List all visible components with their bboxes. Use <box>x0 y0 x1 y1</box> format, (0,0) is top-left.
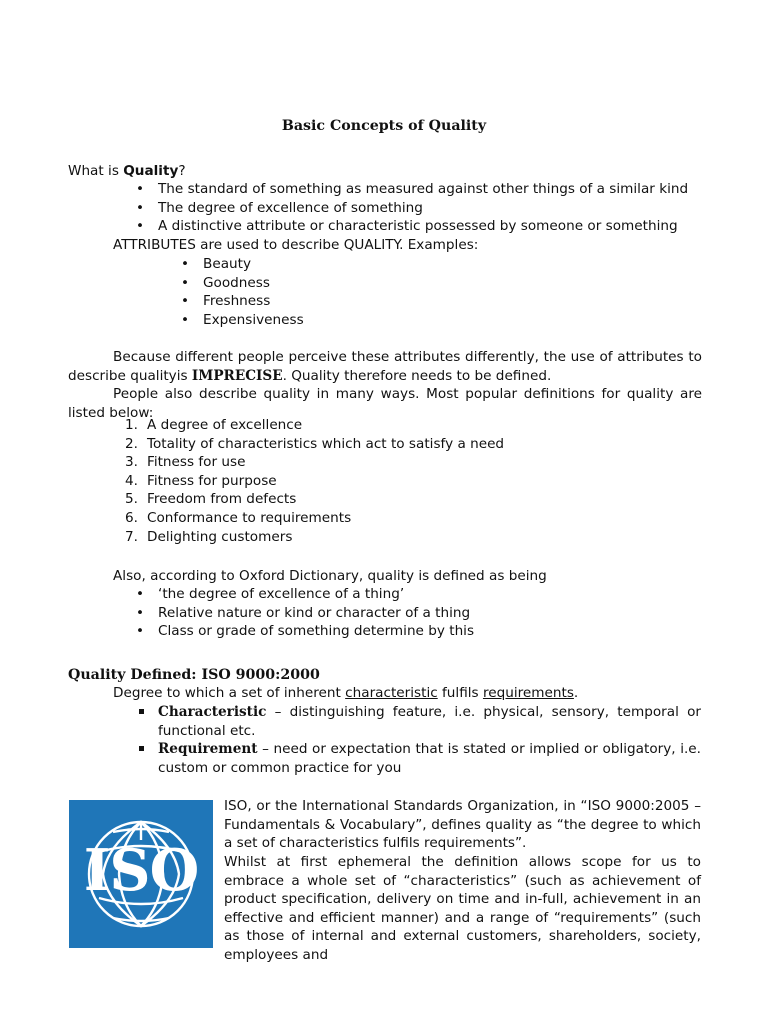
imprecise-after: . Quality therefore needs to be defined. <box>282 367 552 384</box>
item-text: Conformance to requirements <box>147 509 352 526</box>
list-item <box>125 490 707 509</box>
list-item: • Goodness <box>203 274 503 293</box>
quality-meaning-list <box>158 180 718 236</box>
iso-terms-list <box>158 703 701 777</box>
iso-definition-line <box>113 684 578 703</box>
list-item <box>125 416 707 435</box>
iso-def-mid: fulfils <box>437 685 483 701</box>
list-item: • Freshness <box>203 292 503 311</box>
item-text: Fitness for purpose <box>147 472 277 489</box>
list-item: • Beauty <box>203 255 503 274</box>
list-item: • Expensiveness <box>203 311 503 330</box>
list-item <box>158 740 701 777</box>
item-number: 5. <box>125 491 138 508</box>
characteristic-term: characteristic <box>345 685 438 701</box>
item-number: 1. <box>125 417 138 433</box>
item-number: 4. <box>125 472 138 489</box>
iso-paragraph-2: Whilst at first ephemeral the definition allows scope for us to embrace a whole set of “characteristics” (such as achievement of product specification, delivery on time and in-full, achievement in an effective and efficient manner) and a range of “requirements” (such as those of internal and external customers, shareholders, society, employees and <box>224 854 701 963</box>
item-number: 3. <box>125 454 138 471</box>
list-item <box>158 703 701 740</box>
what-is-quality-line <box>68 162 186 181</box>
list-item: • A distinctive attribute or characteristic possessed by someone or something <box>158 217 718 236</box>
item-text: Delighting customers <box>147 528 293 545</box>
term-desc: – distinguishing feature, i.e. physical, sensory, temporal or functional etc. <box>158 704 701 739</box>
iso-paragraph-1: ISO, or the International Standards Organization, in “ISO 9000:2005 – Fundamentals & Vocabulary”, defines quality as “the degree to which a set of characteristics fulfils requirements”. <box>224 798 701 852</box>
definitions-list <box>125 416 707 546</box>
list-item: • Relative nature or kind or character of a thing <box>158 604 718 623</box>
term-label: Requirement <box>158 741 258 758</box>
what-is-suffix: ? <box>178 163 186 179</box>
item-number: 2. <box>125 435 138 452</box>
list-item: • The standard of something as measured against other things of a similar kind <box>158 180 718 199</box>
iso-logo-text: ISO <box>83 837 199 904</box>
item-text: Totality of characteristics which act to satisfy a need <box>147 435 505 452</box>
item-text: Fitness for use <box>147 454 246 471</box>
list-item <box>125 435 707 454</box>
attribute-examples-list <box>203 255 503 329</box>
list-item <box>125 509 707 528</box>
list-item <box>125 528 707 547</box>
iso-def-before: Degree to which a set of inherent <box>113 685 346 701</box>
list-item: • Class or grade of something determine by this <box>158 622 718 641</box>
quality-word: Quality <box>123 163 179 179</box>
term-label: Characteristic <box>158 704 267 720</box>
list-item <box>125 472 707 491</box>
list-item <box>125 453 707 472</box>
imprecise-before: Because different people perceive these attributes differently, the use of attributes to describe qualityis <box>68 349 702 384</box>
iso-logo <box>69 800 213 948</box>
attributes-line: ATTRIBUTES are used to describe QUALITY. Examples: <box>113 237 479 253</box>
item-number: 6. <box>125 509 138 526</box>
item-number: 7. <box>125 528 138 545</box>
list-item: • The degree of excellence of something <box>158 199 718 218</box>
iso-def-after: . <box>573 685 579 701</box>
list-item: • ‘the degree of excellence of a thing’ <box>158 585 718 604</box>
imprecise-paragraph <box>68 348 702 385</box>
item-text: Freedom from defects <box>147 491 297 508</box>
item-text: A degree of excellence <box>147 417 303 433</box>
page-title: Basic Concepts of Quality <box>281 118 487 134</box>
oxford-list <box>158 585 718 641</box>
imprecise-bold: IMPRECISE <box>191 367 283 384</box>
people-paragraph: People also describe quality in many ways. Most popular definitions for quality are listed below: <box>68 386 702 421</box>
iso-heading: Quality Defined: ISO 9000:2000 <box>68 667 320 683</box>
term-desc: – need or expectation that is stated or implied or obligatory, i.e. custom or common practice for you <box>158 741 701 776</box>
oxford-line: Also, according to Oxford Dictionary, quality is defined as being <box>113 568 547 584</box>
what-is-prefix: What is <box>68 163 124 179</box>
requirements-term: requirements <box>482 685 574 701</box>
